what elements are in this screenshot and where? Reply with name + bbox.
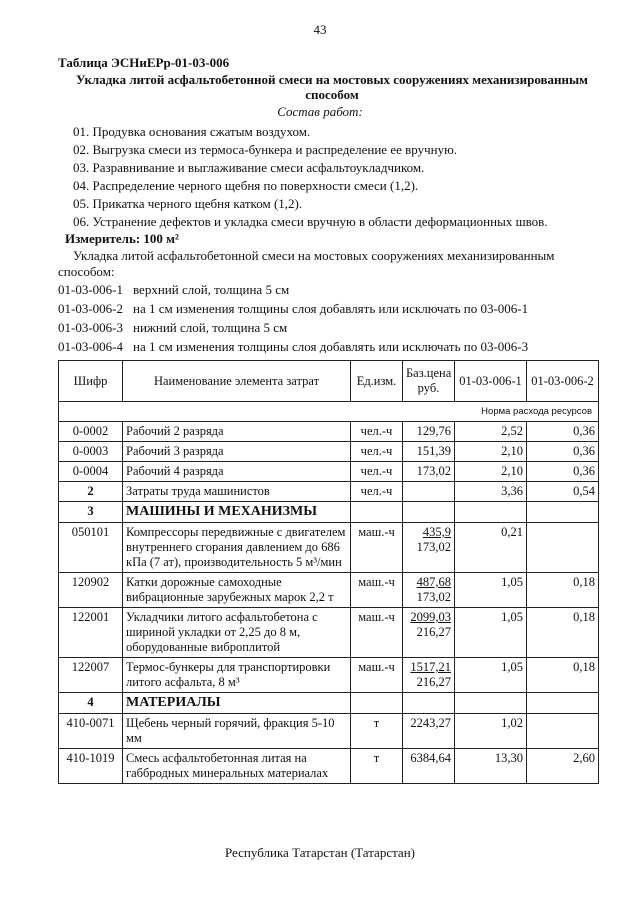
cell-v1: 1,02 (455, 714, 527, 749)
work-item: 06. Устранение дефектов и укладка смеси вручную в области деформационных швов. (73, 214, 548, 229)
cell-code: 410-1019 (59, 749, 123, 784)
cell-name: Рабочий 2 разряда (123, 422, 351, 442)
cell-name: Рабочий 4 разряда (123, 462, 351, 482)
variant-text: нижний слой, толщина 5 см (133, 320, 288, 335)
work-item: 01. Продувка основания сжатым воздухом. (73, 124, 311, 139)
cell-price (403, 523, 455, 573)
cell-v2: 0,18 (527, 608, 599, 658)
cell-v1: 3,36 (455, 482, 527, 502)
price-main: 487,68 (416, 575, 451, 589)
cell-v2 (527, 714, 599, 749)
table-row (59, 422, 599, 442)
variant-code: 01-03-006-3 (58, 320, 123, 335)
cell-v1: 13,30 (455, 749, 527, 784)
price-secondary: 216,27 (416, 675, 451, 689)
work-item: 05. Прикатка черного щебня катком (1,2). (73, 196, 303, 211)
cell-price (403, 658, 455, 693)
table-row (59, 462, 599, 482)
cell-empty (527, 693, 599, 714)
variant-text: на 1 см изменения толщины слоя добавлять или исключать по 03-006-1 (133, 301, 529, 316)
table-row (59, 523, 599, 573)
table-row (59, 608, 599, 658)
header-code: Шифр (59, 361, 123, 402)
cell-name: Термос-бункеры для транспортировки литого асфальта, 8 м³ (123, 658, 351, 693)
cell-unit: маш.-ч (351, 523, 403, 573)
table-code: Таблица ЭСНиЕРр-01-03-006 (58, 55, 230, 70)
section-row (59, 693, 599, 714)
cell-unit: маш.-ч (351, 573, 403, 608)
header-name: Наименование элемента затрат (123, 361, 351, 402)
cell-price: 151,39 (403, 442, 455, 462)
price-secondary: 173,02 (416, 540, 451, 554)
variant-text: верхний слой, толщина 5 см (133, 282, 290, 297)
cell-price: 129,76 (403, 422, 455, 442)
cell-code: 0-0004 (59, 462, 123, 482)
header-col1: 01-03-006-1 (455, 361, 527, 402)
cell-code: 122001 (59, 608, 123, 658)
page-footer: Республика Татарстан (Татарстан) (225, 845, 415, 860)
cell-v2: 0,36 (527, 442, 599, 462)
table-header-row (59, 361, 599, 402)
header-unit: Ед.изм. (351, 361, 403, 402)
cell-code: 410-0071 (59, 714, 123, 749)
cell-name: Щебень черный горячий, фракция 5-10 мм (123, 714, 351, 749)
cell-name: Рабочий 3 разряда (123, 442, 351, 462)
price-main: 2099,03 (410, 610, 451, 624)
variant-item (58, 280, 528, 299)
cell-unit: чел.-ч (351, 482, 403, 502)
cell-code: 050101 (59, 523, 123, 573)
price-main: 1517,21 (410, 660, 451, 674)
cell-v2: 0,54 (527, 482, 599, 502)
work-item: 02. Выгрузка смеси из термоса-бункера и распределение ее вручную. (73, 142, 458, 157)
work-item: 04. Распределение черного щебня по поверхности смеси (1,2). (73, 178, 419, 193)
machinists-row (59, 482, 599, 502)
section-title: МАШИНЫ И МЕХАНИЗМЫ (123, 502, 351, 523)
cell-name: Затраты труда машинистов (123, 482, 351, 502)
composition-title: Состав работ: (277, 104, 363, 119)
header-col2: 01-03-006-2 (527, 361, 599, 402)
cell-empty (455, 502, 527, 523)
variant-item (58, 318, 528, 337)
cell-v1: 0,21 (455, 523, 527, 573)
variant-code: 01-03-006-4 (58, 339, 123, 354)
cell-unit: т (351, 714, 403, 749)
variant-item (58, 299, 528, 318)
cell-unit: маш.-ч (351, 608, 403, 658)
cell-v2 (527, 523, 599, 573)
cell-empty (351, 693, 403, 714)
price-secondary: 173,02 (416, 590, 451, 604)
cell-price (403, 482, 455, 502)
cell-code: 122007 (59, 658, 123, 693)
page-number: 43 (313, 22, 327, 37)
cell-code: 120902 (59, 573, 123, 608)
variant-code: 01-03-006-1 (58, 282, 123, 297)
variant-code: 01-03-006-2 (58, 301, 123, 316)
table-row (59, 442, 599, 462)
cell-price: 2243,27 (403, 714, 455, 749)
price-main: 435,9 (422, 525, 451, 539)
cell-name: Катки дорожные самоходные вибрационные зарубежных марок 2,2 т (123, 573, 351, 608)
work-list (73, 123, 548, 231)
cell-v1: 1,05 (455, 608, 527, 658)
cell-price (403, 573, 455, 608)
section-title: МАТЕРИАЛЫ (123, 693, 351, 714)
cell-price (403, 608, 455, 658)
cell-v1: 1,05 (455, 658, 527, 693)
cell-v2: 2,60 (527, 749, 599, 784)
cell-unit: чел.-ч (351, 442, 403, 462)
norm-label: Норма расхода ресурсов (59, 402, 599, 422)
table-row (59, 573, 599, 608)
cell-name: Укладчики литого асфальтобетона с шириной укладки от 2,25 до 8 м, оборудованные виброплитой (123, 608, 351, 658)
table-row (59, 714, 599, 749)
cell-empty (351, 502, 403, 523)
work-item: 03. Разравнивание и выглаживание смеси асфальтоукладчиком. (73, 160, 425, 175)
description: Укладка литой асфальтобетонной смеси на мостовых сооружениях механизированным способом: (58, 248, 555, 279)
cell-v1: 2,10 (455, 442, 527, 462)
header-price: Баз.цена руб. (403, 361, 455, 402)
cell-unit: чел.-ч (351, 422, 403, 442)
cell-empty (403, 693, 455, 714)
section-row (59, 502, 599, 523)
cell-v1: 2,10 (455, 462, 527, 482)
measurer: Измеритель: 100 м² (65, 231, 179, 246)
cell-name: Смесь асфальтобетонная литая на габбродных минеральных материалах (123, 749, 351, 784)
cell-v2: 0,18 (527, 573, 599, 608)
cell-empty (455, 693, 527, 714)
cell-price: 6384,64 (403, 749, 455, 784)
resource-table (58, 360, 599, 784)
price-secondary: 216,27 (416, 625, 451, 639)
table-row (59, 749, 599, 784)
cell-code: 0-0002 (59, 422, 123, 442)
table-row (59, 658, 599, 693)
cell-v2: 0,18 (527, 658, 599, 693)
norm-row (59, 402, 599, 422)
table-title: Укладка литой асфальтобетонной смеси на мостовых сооружениях механизированным способом (75, 72, 589, 102)
cell-empty (403, 502, 455, 523)
cell-v1: 2,52 (455, 422, 527, 442)
cell-unit: т (351, 749, 403, 784)
cell-unit: маш.-ч (351, 658, 403, 693)
cell-v2: 0,36 (527, 422, 599, 442)
cell-price: 173,02 (403, 462, 455, 482)
section-code: 3 (59, 502, 123, 523)
cell-code: 0-0003 (59, 442, 123, 462)
cell-code: 2 (59, 482, 123, 502)
cell-v2: 0,36 (527, 462, 599, 482)
cell-name: Компрессоры передвижные с двигателем внутреннего сгорания давлением до 686 кПа (7 ат), производительность 5 м³/мин (123, 523, 351, 573)
variant-list (58, 280, 528, 356)
cell-empty (527, 502, 599, 523)
section-code: 4 (59, 693, 123, 714)
variant-item (58, 337, 528, 356)
cell-unit: чел.-ч (351, 462, 403, 482)
variant-text: на 1 см изменения толщины слоя добавлять или исключать по 03-006-3 (133, 339, 529, 354)
cell-v1: 1,05 (455, 573, 527, 608)
